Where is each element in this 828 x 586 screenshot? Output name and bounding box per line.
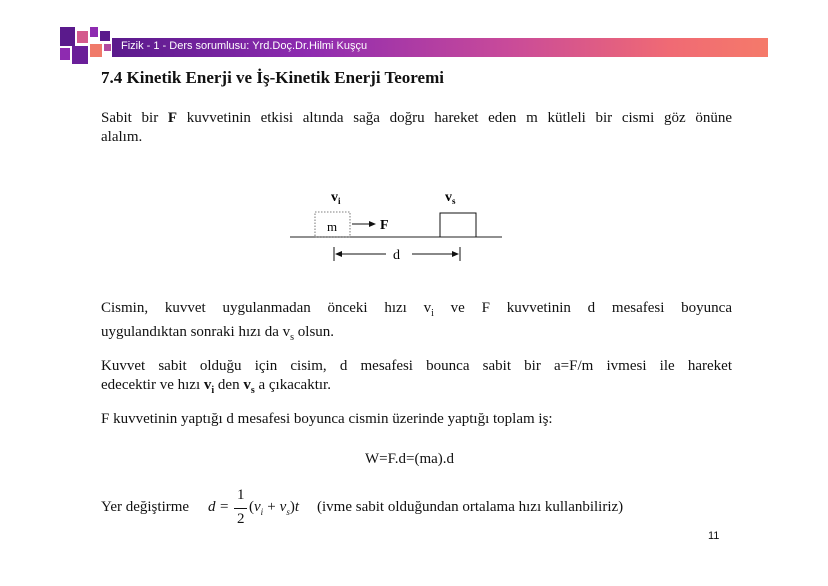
page-number: 11 [708, 530, 720, 542]
frac-bar [234, 508, 247, 509]
vi-label: $v_i$ [331, 190, 341, 206]
displacement-note: (ivme sabit olduğundan ortalama hızı kullanbiliriz) [317, 499, 624, 515]
eq-equals: = [220, 499, 229, 515]
intro-line-1: Sabit bir F kuvvetinin etkisi altında sağa doğru hareket eden m kütleli bir cismi göz önüne [101, 110, 733, 126]
logo-square-6 [90, 44, 102, 57]
section-title: 7.4 Kinetik Enerji ve İş-Kinetik Enerji Teoremi [101, 68, 444, 87]
intro-line-2: alalım. [101, 129, 143, 145]
mass-label: m [327, 219, 338, 234]
paragraph-work: F kuvvetinin yaptığı d mesafesi boyunca cismin üzerinde yaptığı toplam iş: [101, 411, 553, 427]
final-block [440, 213, 476, 237]
header-text: Fizik - 1 - Ders sorumlusu: Yrd.Doç.Dr.Hilmi Kuşçu [121, 40, 368, 52]
para2-line-2: uygulandıktan sonraki hızı da $v_s$ olsun. [101, 324, 335, 343]
vs-label: $v_s$ [445, 190, 456, 206]
force-arrowhead [369, 221, 376, 227]
frac-numerator: 1 [237, 487, 245, 503]
logo-square-5 [72, 46, 88, 64]
frac-denominator: 2 [237, 511, 245, 527]
logo-square-4 [60, 48, 70, 60]
intro-paragraph [101, 109, 732, 147]
eq-velocity-sum: $(v_i + v_s)t$ [249, 499, 300, 517]
logo-square-3 [90, 27, 98, 37]
logo-square-2 [77, 31, 88, 43]
para3-line-1: Kuvvet sabit olduğu için cisim, d mesafesi bounca sabit bir a=F/m ivmesi ile hareket [101, 358, 732, 374]
distance-arrowhead-right [452, 251, 459, 257]
logo-square-8 [104, 44, 111, 51]
paragraph-acceleration [101, 357, 732, 400]
paragraph-velocities [101, 299, 732, 347]
distance-label: d [393, 248, 400, 263]
para2-line-1: Cismin, kuvvet uygulanmadan önceki hızı $v_i$ ve F kuvvetinin d mesafesi boyunca [101, 300, 732, 319]
logo-square-1 [60, 27, 75, 46]
logo-square-7 [100, 31, 110, 41]
force-label: F [380, 218, 389, 233]
motion-diagram [280, 185, 520, 270]
para3-line-2: edecektir ve hızı $v_i$ den $v_s$ a çıkacaktır. [101, 377, 331, 396]
displacement-line [101, 487, 741, 537]
distance-arrowhead-left [335, 251, 342, 257]
eq-lhs: d [208, 499, 216, 515]
work-formula: W=F.d=(ma).d [365, 451, 455, 467]
displacement-prefix: Yer değiştirme [101, 499, 190, 515]
